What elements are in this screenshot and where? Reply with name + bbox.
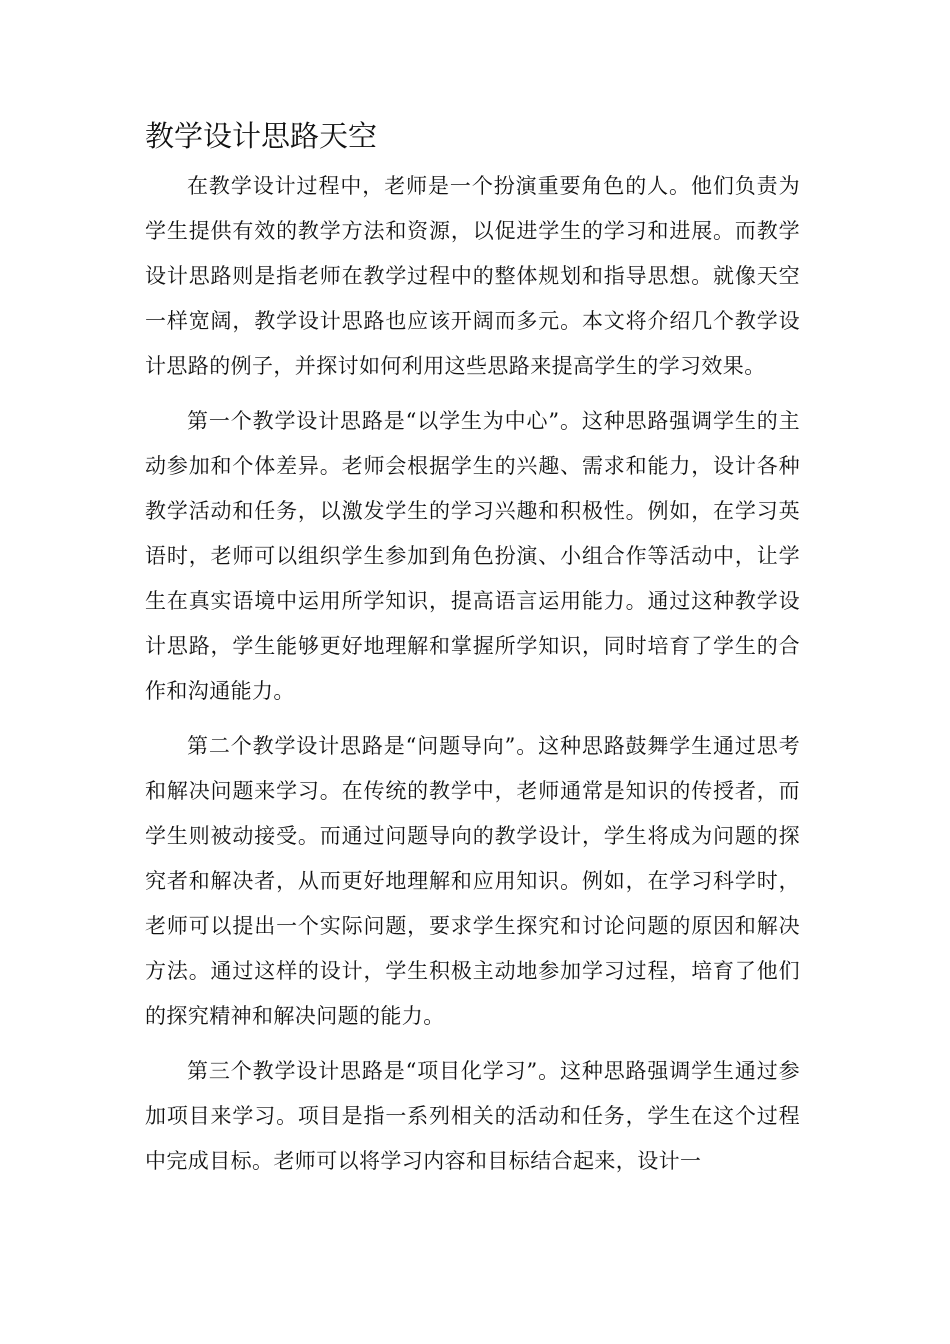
paragraph-intro: 在教学设计过程中，老师是一个扮演重要角色的人。他们负责为学生提供有效的教学方法和资源，以促进学生的学习和进展。而教学设计思路则是指老师在教学过程中的整体规划和指导思想。就像天空一样宽阔，教学设计思路也应该开阔而多元。本文将介绍几个教学设计思路的例子，并探讨如何利用这些思路来提高学生的学习效果。 — [145, 174, 800, 378]
paragraph-student-centered: 第一个教学设计思路是“以学生为中心”。这种思路强调学生的主动参加和个体差异。老师会根据学生的兴趣、需求和能力，设计各种教学活动和任务，以激发学生的学习兴趣和积极性。例如，在学习英语时，老师可以组织学生参加到角色扮演、小组合作等活动中，让学生在真实语境中运用所学知识，提高语言运用能力。通过这种教学设计思路，学生能够更好地理解和掌握所学知识，同时培育了学生的合作和沟通能力。 — [145, 409, 800, 703]
paragraph-project-based: 第三个教学设计思路是“项目化学习”。这种思路强调学生通过参加项目来学习。项目是指一系列相关的活动和任务，学生在这个过程中完成目标。老师可以将学习内容和目标结合起来，设计一 — [145, 1059, 800, 1173]
document-title: 教学设计思路天空 — [145, 119, 378, 153]
paragraph-problem-oriented: 第二个教学设计思路是“问题导向”。这种思路鼓舞学生通过思考和解决问题来学习。在传统的教学中，老师通常是知识的传授者，而学生则被动接受。而通过问题导向的教学设计，学生将成为问题的探究者和解决者，从而更好地理解和应用知识。例如，在学习科学时，老师可以提出一个实际问题，要求学生探究和讨论问题的原因和解决方法。通过这样的设计，学生积极主动地参加学习过程，培育了他们的探究精神和解决问题的能力。 — [145, 734, 800, 1028]
document-page — [145, 112, 800, 1194]
